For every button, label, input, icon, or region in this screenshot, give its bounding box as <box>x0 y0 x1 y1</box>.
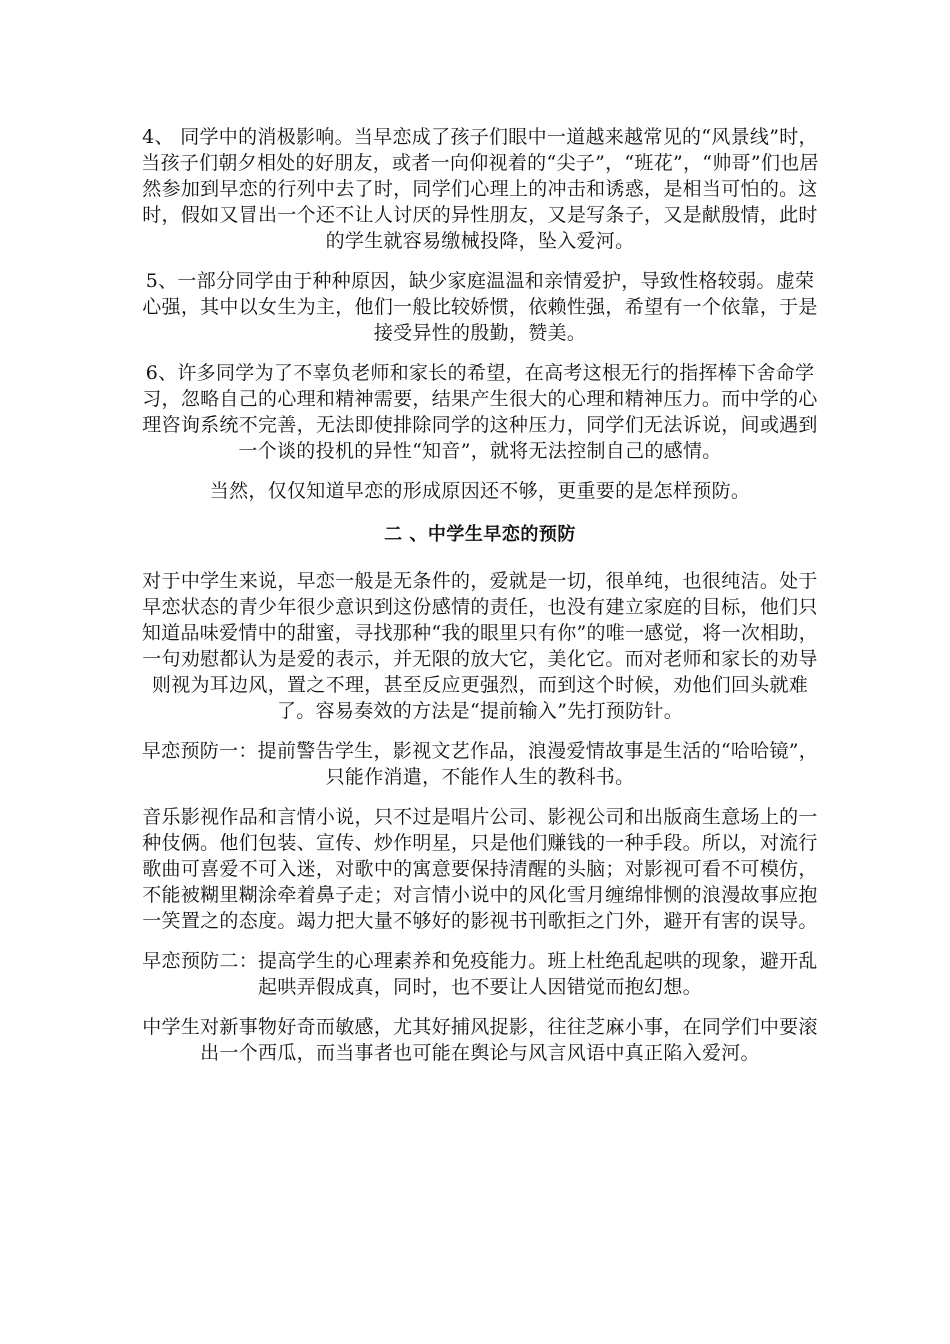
paragraph-prevention-intro: 对于中学生来说，早恋一般是无条件的，爱就是一切，很单纯，也很纯洁。处于早恋状态的青少年很少意识到这份感情的责任，也没有建立家庭的目标，他们只知道品味爱情中的甜蜜，寻找那种“我的眼里只有你”的唯一感觉，将一次相助，一句劝慰都认为是爱的表示，并无限的放大它，美化它。而对老师和家长的劝导则视为耳边风，置之不理，甚至反应更强烈，而到这个时候，劝他们回头就难了。容易奏效的方法是“提前输入”先打预防针。 <box>141 570 819 722</box>
paragraph-prevention-2: 早恋预防二：提高学生的心理素养和免疫能力。班上杜绝乱起哄的现象，避开乱起哄弄假成真，同时，也不要让人因错觉而抱幻想。 <box>142 950 818 998</box>
paragraph-media-advice: 音乐影视作品和言情小说，只不过是唱片公司、影视公司和出版商生意场上的一种伎俩。他们包装、宣传、炒作明星，只是他们赚钱的一种手段。所以，对流行歌曲可喜爱不可入迷，对歌中的寓意要保持清醒的头脑；对影视可看不可模仿，不能被糊里糊涂牵着鼻子走；对言情小说中的风化雪月缠绵悱恻的浪漫故事应抱一笑置之的态度。竭力把大量不够好的影视书刊歌拒之门外，避开有害的误导。 <box>142 806 818 932</box>
paragraph-reason-6: 6、许多同学为了不辜负老师和家长的希望，在高考这根无行的指挥棒下舍命学习，忽略自己的心理和精神需要，结果产生很大的心理和精神压力。而中学的心理咨询系统不完善，无法即使排除同学的这种压力，同学们无法诉说，间或遇到一个谈的投机的异性“知音”，就将无法控制自己的感情。 <box>142 362 818 462</box>
paragraph-curiosity: 中学生对新事物好奇而敏感，尤其好捕风捉影，往往芝麻小事，在同学们中要滚出一个西瓜，而当事者也可能在舆论与风言风语中真正陷入爱河。 <box>142 1016 818 1064</box>
paragraph-transition: 当然，仅仅知道早恋的形成原因还不够，更重要的是怎样预防。 <box>209 480 751 502</box>
paragraph-reason-5: 5、一部分同学由于种种原因，缺少家庭温温和亲情爱护，导致性格较弱。虚荣心强，其中以女生为主，他们一般比较娇惯，依赖性强，希望有一个依靠，于是接受异性的殷勤，赞美。 <box>142 270 818 344</box>
paragraph-reason-4: 4、 同学中的消极影响。当早恋成了孩子们眼中一道越来越常见的“风景线”时，当孩子们朝夕相处的好朋友，或者一向仰视着的“尖子”，“班花”，“帅哥”们也居然参加到早恋的行列中去了时，同学们心理上的冲击和诱惑，是相当可怕的。这时，假如又冒出一个还不让人讨厌的异性朋友，又是写条子，又是献殷情，此时的学生就容易缴械投降，坠入爱河。 <box>141 126 819 252</box>
document-page <box>140 124 820 1080</box>
section-heading: 二 、中学生早恋的预防 <box>384 524 576 545</box>
paragraph-prevention-1: 早恋预防一：提前警告学生，影视文艺作品，浪漫爱情故事是生活的“哈哈镜”，只能作消遣，不能作人生的教科书。 <box>141 740 819 788</box>
